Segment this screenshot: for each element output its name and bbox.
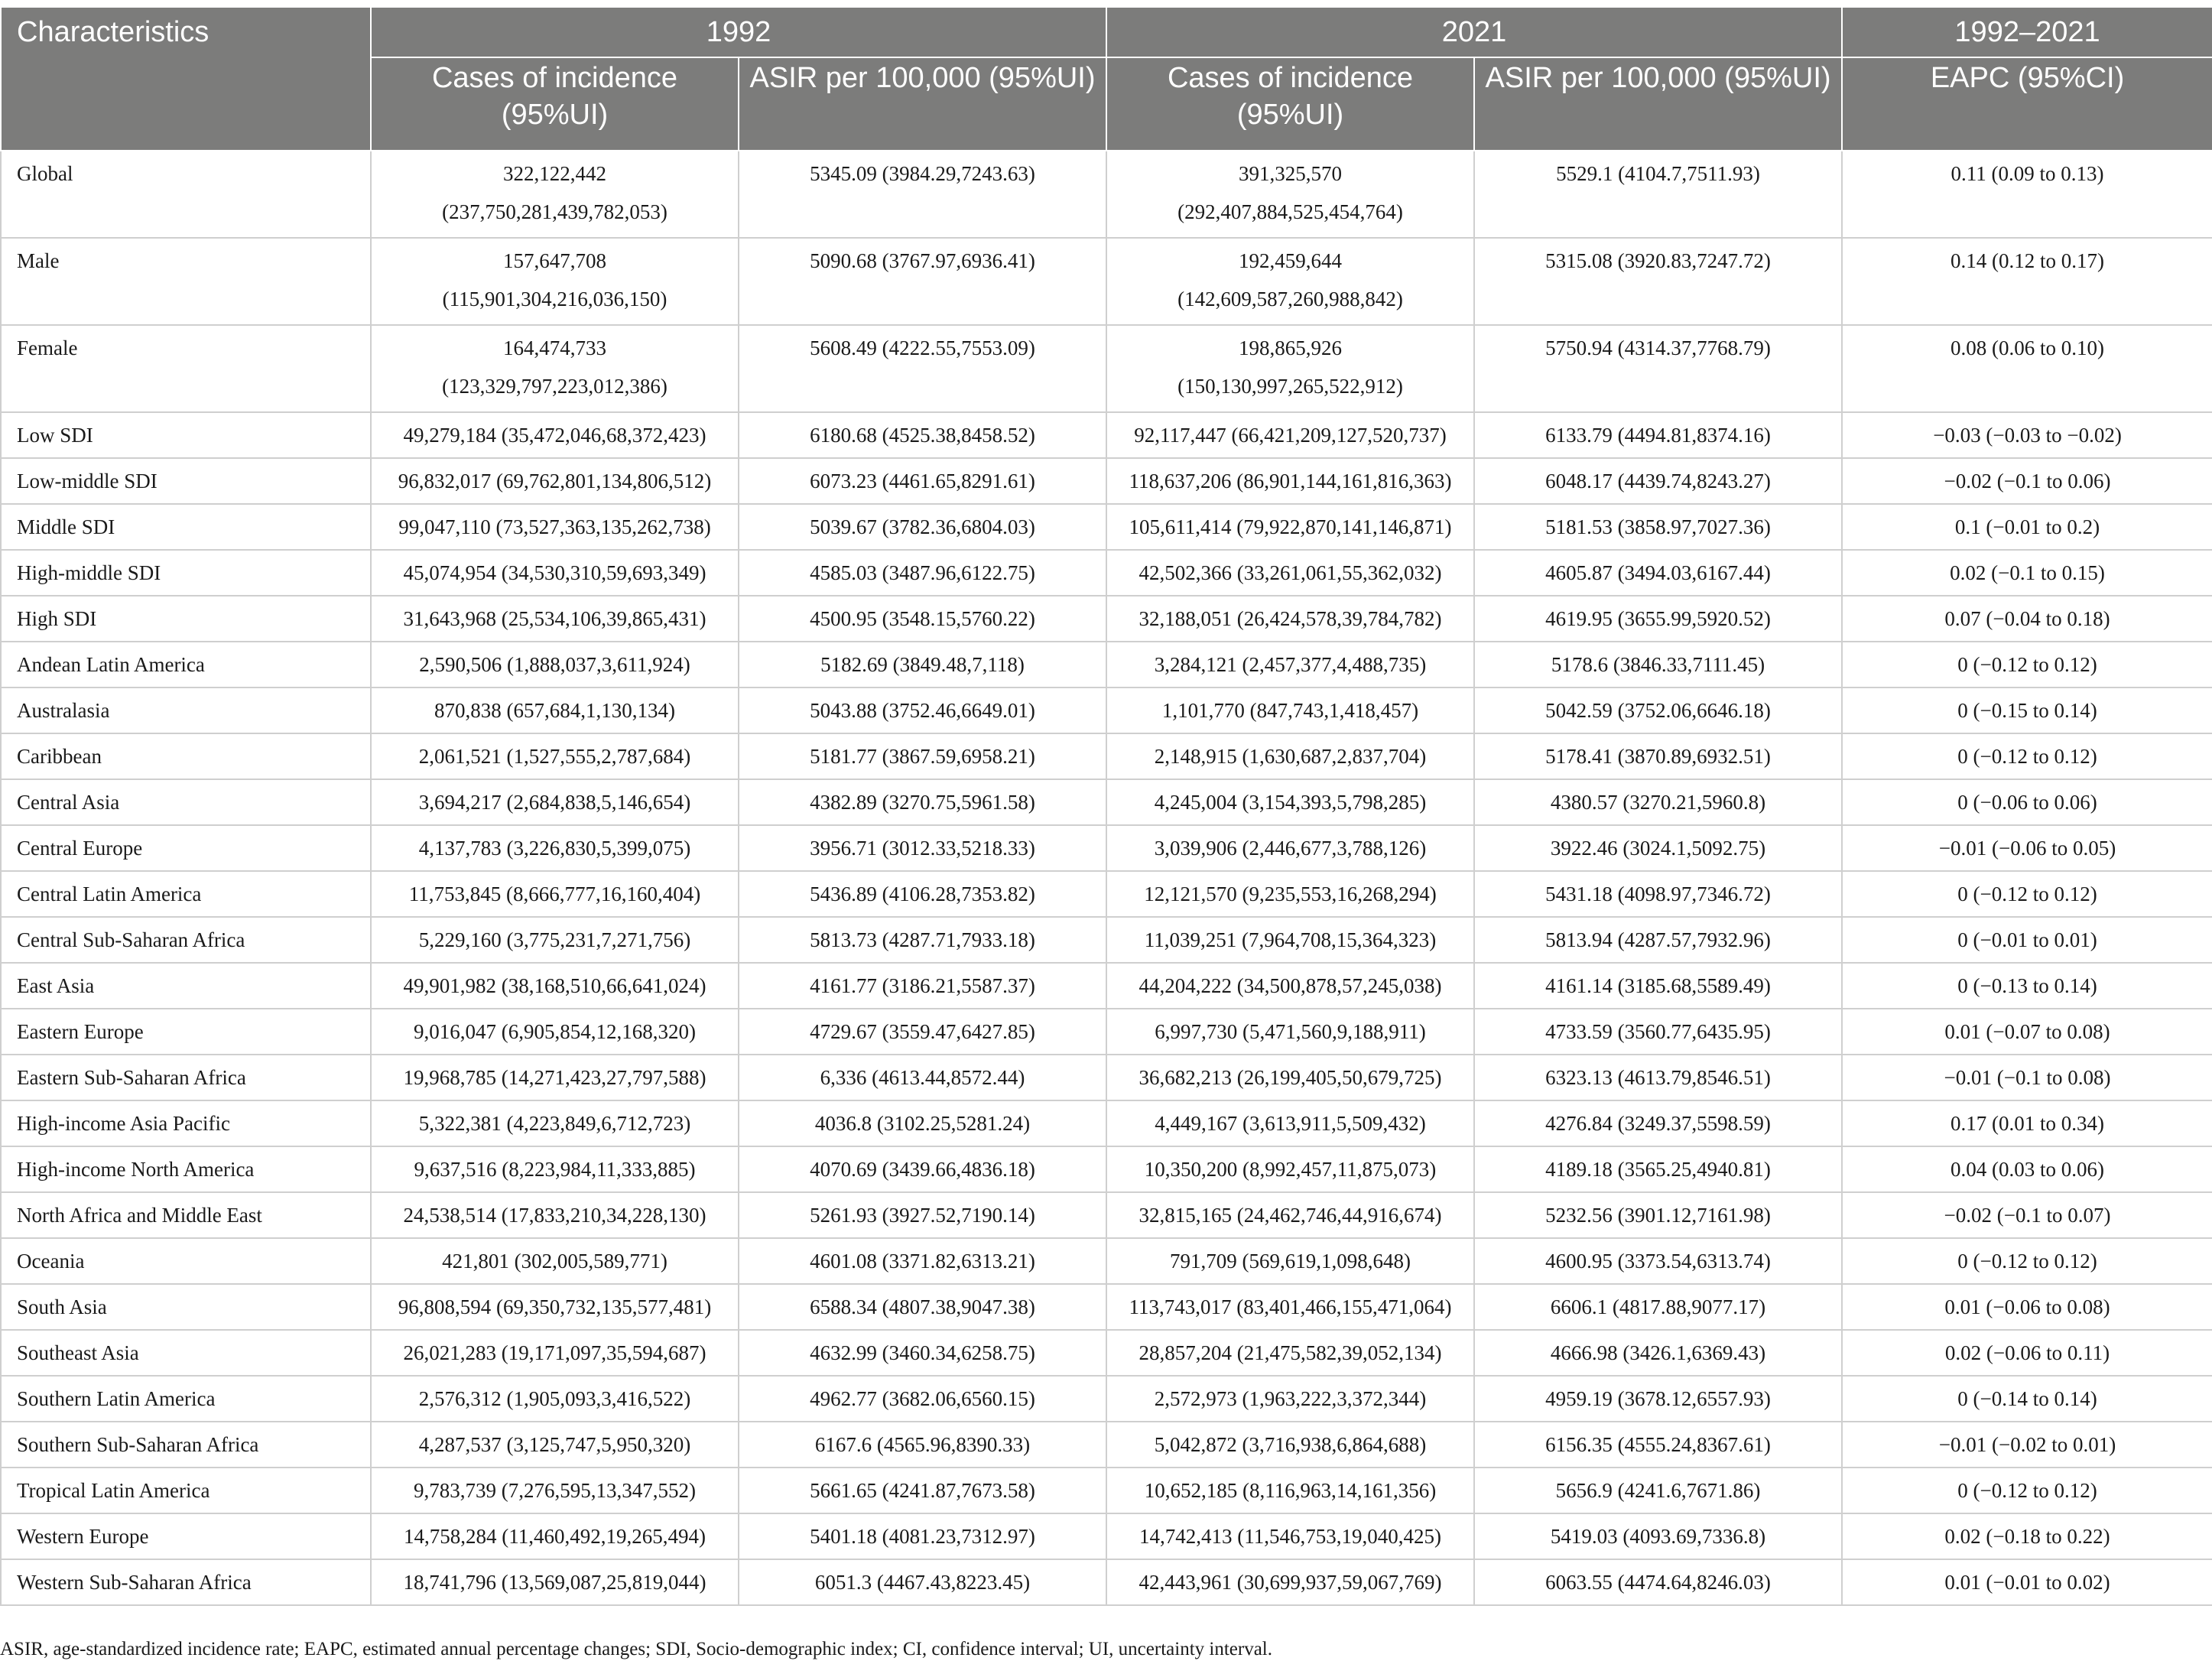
row-label: Tropical Latin America <box>1 1468 371 1513</box>
cases-1992-cell: 14,758,284 (11,460,492,19,265,494) <box>371 1513 739 1559</box>
asir-1992-cell: 5181.77 (3867.59,6958.21) <box>739 733 1106 779</box>
cases-1992-cell: 9,783,739 (7,276,595,13,347,552) <box>371 1468 739 1513</box>
header-asir-1992: ASIR per 100,000 (95%UI) <box>739 57 1106 151</box>
cases-2021-cell: 1,101,770 (847,743,1,418,457) <box>1106 687 1474 733</box>
header-period: 1992–2021 <box>1842 7 2212 57</box>
row-label: High-income Asia Pacific <box>1 1100 371 1146</box>
cases-2021-cell: 36,682,213 (26,199,405,50,679,725) <box>1106 1055 1474 1100</box>
eapc-cell: 0.17 (0.01 to 0.34) <box>1842 1100 2212 1146</box>
cases-1992-cell: 26,021,283 (19,171,097,35,594,687) <box>371 1330 739 1376</box>
eapc-cell: 0.02 (−0.18 to 0.22) <box>1842 1513 2212 1559</box>
eapc-cell: 0 (−0.14 to 0.14) <box>1842 1376 2212 1422</box>
table-row <box>1 1330 2212 1376</box>
cases-1992-cell: 4,287,537 (3,125,747,5,950,320) <box>371 1422 739 1468</box>
row-label: South Asia <box>1 1284 371 1330</box>
header-cases-1992: Cases of incidence (95%UI) <box>371 57 739 151</box>
table-row <box>1 963 2212 1009</box>
asir-1992-cell: 5261.93 (3927.52,7190.14) <box>739 1192 1106 1238</box>
row-label: Southeast Asia <box>1 1330 371 1376</box>
header-characteristics: Characteristics <box>1 7 371 151</box>
asir-2021-cell: 5042.59 (3752.06,6646.18) <box>1474 687 1842 733</box>
cases-2021-cell: 28,857,204 (21,475,582,39,052,134) <box>1106 1330 1474 1376</box>
cases-1992-cell <box>371 238 739 325</box>
cases-1992-cell: 18,741,796 (13,569,087,25,819,044) <box>371 1559 739 1605</box>
eapc-cell: 0.01 (−0.01 to 0.02) <box>1842 1559 2212 1605</box>
row-label: High-middle SDI <box>1 550 371 596</box>
cases-1992-cell: 2,590,506 (1,888,037,3,611,924) <box>371 642 739 687</box>
table-row <box>1 1422 2212 1468</box>
asir-1992-cell: 5182.69 (3849.48,7,118) <box>739 642 1106 687</box>
row-label: High SDI <box>1 596 371 642</box>
asir-1992-cell: 4382.89 (3270.75,5961.58) <box>739 779 1106 825</box>
row-label: Central Sub-Saharan Africa <box>1 917 371 963</box>
table-row <box>1 642 2212 687</box>
row-label: Oceania <box>1 1238 371 1284</box>
row-label: Australasia <box>1 687 371 733</box>
asir-1992-cell: 4070.69 (3439.66,4836.18) <box>739 1146 1106 1192</box>
eapc-cell: −0.02 (−0.1 to 0.06) <box>1842 458 2212 504</box>
cases-2021-cell: 92,117,447 (66,421,209,127,520,737) <box>1106 412 1474 458</box>
eapc-cell: 0.1 (−0.01 to 0.2) <box>1842 504 2212 550</box>
table-row <box>1 151 2212 238</box>
eapc-cell: −0.03 (−0.03 to −0.02) <box>1842 412 2212 458</box>
eapc-cell: 0 (−0.15 to 0.14) <box>1842 687 2212 733</box>
row-label: Andean Latin America <box>1 642 371 687</box>
row-label: Western Europe <box>1 1513 371 1559</box>
asir-2021-cell: 6133.79 (4494.81,8374.16) <box>1474 412 1842 458</box>
table-body <box>1 151 2212 1605</box>
cases-2021-cell: 118,637,206 (86,901,144,161,816,363) <box>1106 458 1474 504</box>
cases-2021-cell-ui: (142,609,587,260,988,842) <box>1177 288 1403 310</box>
asir-2021-cell: 4605.87 (3494.03,6167.44) <box>1474 550 1842 596</box>
table-row <box>1 1468 2212 1513</box>
asir-1992-cell: 5039.67 (3782.36,6804.03) <box>739 504 1106 550</box>
cases-2021-cell: 42,443,961 (30,699,937,59,067,769) <box>1106 1559 1474 1605</box>
cases-2021-cell: 10,350,200 (8,992,457,11,875,073) <box>1106 1146 1474 1192</box>
cases-1992-cell: 870,838 (657,684,1,130,134) <box>371 687 739 733</box>
eapc-cell: −0.01 (−0.02 to 0.01) <box>1842 1422 2212 1468</box>
table-row <box>1 917 2212 963</box>
table-row <box>1 412 2212 458</box>
table-row <box>1 779 2212 825</box>
cases-1992-cell: 5,322,381 (4,223,849,6,712,723) <box>371 1100 739 1146</box>
table-row <box>1 1284 2212 1330</box>
cases-1992-cell: 31,643,968 (25,534,106,39,865,431) <box>371 596 739 642</box>
cases-1992-cell: 5,229,160 (3,775,231,7,271,756) <box>371 917 739 963</box>
cases-2021-cell: 4,245,004 (3,154,393,5,798,285) <box>1106 779 1474 825</box>
asir-2021-cell: 5178.6 (3846.33,7111.45) <box>1474 642 1842 687</box>
cases-2021-cell-ui: (292,407,884,525,454,764) <box>1177 200 1403 223</box>
cases-1992-cell <box>371 151 739 238</box>
asir-2021-cell: 6048.17 (4439.74,8243.27) <box>1474 458 1842 504</box>
asir-1992-cell: 5043.88 (3752.46,6649.01) <box>739 687 1106 733</box>
asir-1992-cell: 6073.23 (4461.65,8291.61) <box>739 458 1106 504</box>
cases-1992-cell: 49,901,982 (38,168,510,66,641,024) <box>371 963 739 1009</box>
cases-2021-cell: 5,042,872 (3,716,938,6,864,688) <box>1106 1422 1474 1468</box>
cases-1992-cell: 24,538,514 (17,833,210,34,228,130) <box>371 1192 739 1238</box>
asir-2021-cell: 5178.41 (3870.89,6932.51) <box>1474 733 1842 779</box>
eapc-cell: 0.07 (−0.04 to 0.18) <box>1842 596 2212 642</box>
table-row <box>1 596 2212 642</box>
cases-2021-cell-value: 391,325,570 <box>1239 162 1343 185</box>
cases-2021-cell: 11,039,251 (7,964,708,15,364,323) <box>1106 917 1474 963</box>
cases-2021-cell: 6,997,730 (5,471,560,9,188,911) <box>1106 1009 1474 1055</box>
eapc-cell: 0 (−0.12 to 0.12) <box>1842 1238 2212 1284</box>
asir-1992-cell: 4601.08 (3371.82,6313.21) <box>739 1238 1106 1284</box>
eapc-cell: 0 (−0.12 to 0.12) <box>1842 733 2212 779</box>
cases-2021-cell: 2,572,973 (1,963,222,3,372,344) <box>1106 1376 1474 1422</box>
asir-2021-cell: 5181.53 (3858.97,7027.36) <box>1474 504 1842 550</box>
row-label: Male <box>1 238 371 325</box>
row-label: Global <box>1 151 371 238</box>
asir-2021-cell: 5656.9 (4241.6,7671.86) <box>1474 1468 1842 1513</box>
eapc-cell: 0 (−0.12 to 0.12) <box>1842 1468 2212 1513</box>
header-cases-2021: Cases of incidence (95%UI) <box>1106 57 1474 151</box>
table-row <box>1 1192 2212 1238</box>
asir-2021-cell: 6323.13 (4613.79,8546.51) <box>1474 1055 1842 1100</box>
asir-2021-cell: 4959.19 (3678.12,6557.93) <box>1474 1376 1842 1422</box>
cases-2021-cell: 113,743,017 (83,401,466,155,471,064) <box>1106 1284 1474 1330</box>
asir-1992-cell: 4036.8 (3102.25,5281.24) <box>739 1100 1106 1146</box>
asir-1992-cell: 4500.95 (3548.15,5760.22) <box>739 596 1106 642</box>
cases-2021-cell: 10,652,185 (8,116,963,14,161,356) <box>1106 1468 1474 1513</box>
asir-2021-cell: 5232.56 (3901.12,7161.98) <box>1474 1192 1842 1238</box>
cases-2021-cell-ui: (150,130,997,265,522,912) <box>1177 375 1403 398</box>
table-row <box>1 1009 2212 1055</box>
asir-1992-cell: 5813.73 (4287.71,7933.18) <box>739 917 1106 963</box>
asir-1992-cell: 5436.89 (4106.28,7353.82) <box>739 871 1106 917</box>
cases-1992-cell: 49,279,184 (35,472,046,68,372,423) <box>371 412 739 458</box>
eapc-cell: 0.02 (−0.1 to 0.15) <box>1842 550 2212 596</box>
eapc-cell: −0.02 (−0.1 to 0.07) <box>1842 1192 2212 1238</box>
asir-2021-cell: 5419.03 (4093.69,7336.8) <box>1474 1513 1842 1559</box>
table-row <box>1 238 2212 325</box>
cases-2021-cell: 4,449,167 (3,613,911,5,509,432) <box>1106 1100 1474 1146</box>
eapc-cell: 0 (−0.06 to 0.06) <box>1842 779 2212 825</box>
table-row <box>1 687 2212 733</box>
eapc-cell: 0 (−0.13 to 0.14) <box>1842 963 2212 1009</box>
cases-2021-cell: 42,502,366 (33,261,061,55,362,032) <box>1106 550 1474 596</box>
table-row <box>1 1513 2212 1559</box>
cases-1992-cell: 11,753,845 (8,666,777,16,160,404) <box>371 871 739 917</box>
table-row <box>1 504 2212 550</box>
cases-1992-cell: 2,061,521 (1,527,555,2,787,684) <box>371 733 739 779</box>
cases-2021-cell <box>1106 238 1474 325</box>
cases-1992-cell: 19,968,785 (14,271,423,27,797,588) <box>371 1055 739 1100</box>
cases-1992-cell-value: 157,647,708 <box>503 249 606 272</box>
eapc-cell: 0 (−0.01 to 0.01) <box>1842 917 2212 963</box>
header-eapc: EAPC (95%CI) <box>1842 57 2212 151</box>
eapc-cell: 0.08 (0.06 to 0.10) <box>1842 325 2212 412</box>
asir-2021-cell: 4189.18 (3565.25,4940.81) <box>1474 1146 1842 1192</box>
asir-1992-cell: 5661.65 (4241.87,7673.58) <box>739 1468 1106 1513</box>
asir-2021-cell: 3922.46 (3024.1,5092.75) <box>1474 825 1842 871</box>
asir-1992-cell: 4585.03 (3487.96,6122.75) <box>739 550 1106 596</box>
header-year-1992: 1992 <box>371 7 1106 57</box>
cases-2021-cell <box>1106 151 1474 238</box>
table-row <box>1 871 2212 917</box>
row-label: North Africa and Middle East <box>1 1192 371 1238</box>
cases-2021-cell: 105,611,414 (79,922,870,141,146,871) <box>1106 504 1474 550</box>
asir-2021-cell: 4161.14 (3185.68,5589.49) <box>1474 963 1842 1009</box>
asir-2021-cell: 5315.08 (3920.83,7247.72) <box>1474 238 1842 325</box>
header-row-years <box>1 7 2212 57</box>
cases-2021-cell: 14,742,413 (11,546,753,19,040,425) <box>1106 1513 1474 1559</box>
eapc-cell: 0.02 (−0.06 to 0.11) <box>1842 1330 2212 1376</box>
asir-1992-cell: 5345.09 (3984.29,7243.63) <box>739 151 1106 238</box>
cases-2021-cell: 32,815,165 (24,462,746,44,916,674) <box>1106 1192 1474 1238</box>
table-row <box>1 733 2212 779</box>
row-label: Central Latin America <box>1 871 371 917</box>
cases-1992-cell: 2,576,312 (1,905,093,3,416,522) <box>371 1376 739 1422</box>
row-label: Middle SDI <box>1 504 371 550</box>
cases-2021-cell-value: 198,865,926 <box>1239 336 1343 359</box>
row-label: Central Europe <box>1 825 371 871</box>
cases-2021-cell: 12,121,570 (9,235,553,16,268,294) <box>1106 871 1474 917</box>
asir-1992-cell: 4729.67 (3559.47,6427.85) <box>739 1009 1106 1055</box>
table-row <box>1 1376 2212 1422</box>
cases-1992-cell: 9,016,047 (6,905,854,12,168,320) <box>371 1009 739 1055</box>
asir-1992-cell: 6588.34 (4807.38,9047.38) <box>739 1284 1106 1330</box>
asir-2021-cell: 4619.95 (3655.99,5920.52) <box>1474 596 1842 642</box>
header-asir-2021: ASIR per 100,000 (95%UI) <box>1474 57 1842 151</box>
cases-1992-cell-value: 164,474,733 <box>503 336 606 359</box>
eapc-cell: 0.11 (0.09 to 0.13) <box>1842 151 2212 238</box>
cases-2021-cell: 3,284,121 (2,457,377,4,488,735) <box>1106 642 1474 687</box>
asir-2021-cell: 4276.84 (3249.37,5598.59) <box>1474 1100 1842 1146</box>
asir-1992-cell: 4161.77 (3186.21,5587.37) <box>739 963 1106 1009</box>
asir-2021-cell: 4600.95 (3373.54,6313.74) <box>1474 1238 1842 1284</box>
asir-1992-cell: 6167.6 (4565.96,8390.33) <box>739 1422 1106 1468</box>
asir-2021-cell: 6156.35 (4555.24,8367.61) <box>1474 1422 1842 1468</box>
cases-1992-cell: 9,637,516 (8,223,984,11,333,885) <box>371 1146 739 1192</box>
asir-2021-cell: 5431.18 (4098.97,7346.72) <box>1474 871 1842 917</box>
asir-2021-cell: 5813.94 (4287.57,7932.96) <box>1474 917 1842 963</box>
eapc-cell: 0.01 (−0.07 to 0.08) <box>1842 1009 2212 1055</box>
row-label: Eastern Europe <box>1 1009 371 1055</box>
cases-1992-cell-value: 322,122,442 <box>503 162 606 185</box>
row-label: Southern Sub-Saharan Africa <box>1 1422 371 1468</box>
asir-2021-cell: 4733.59 (3560.77,6435.95) <box>1474 1009 1842 1055</box>
asir-1992-cell: 4962.77 (3682.06,6560.15) <box>739 1376 1106 1422</box>
row-label: Low-middle SDI <box>1 458 371 504</box>
row-label: Central Asia <box>1 779 371 825</box>
table-footnote: ASIR, age-standardized incidence rate; EAPC, estimated annual percentage changes; SDI, Socio-demographic index; CI, confidence interval; UI, uncertainty interval. <box>0 1639 1272 1659</box>
row-label: East Asia <box>1 963 371 1009</box>
asir-1992-cell: 5090.68 (3767.97,6936.41) <box>739 238 1106 325</box>
row-label: High-income North America <box>1 1146 371 1192</box>
cases-1992-cell: 99,047,110 (73,527,363,135,262,738) <box>371 504 739 550</box>
table-row <box>1 1238 2212 1284</box>
asir-2021-cell: 6606.1 (4817.88,9077.17) <box>1474 1284 1842 1330</box>
eapc-cell: −0.01 (−0.06 to 0.05) <box>1842 825 2212 871</box>
row-label: Low SDI <box>1 412 371 458</box>
eapc-cell: 0.04 (0.03 to 0.06) <box>1842 1146 2212 1192</box>
cases-2021-cell: 2,148,915 (1,630,687,2,837,704) <box>1106 733 1474 779</box>
cases-2021-cell <box>1106 325 1474 412</box>
asir-2021-cell: 4666.98 (3426.1,6369.43) <box>1474 1330 1842 1376</box>
cases-1992-cell: 45,074,954 (34,530,310,59,693,349) <box>371 550 739 596</box>
asir-1992-cell: 6,336 (4613.44,8572.44) <box>739 1055 1106 1100</box>
cases-2021-cell: 791,709 (569,619,1,098,648) <box>1106 1238 1474 1284</box>
table-row <box>1 825 2212 871</box>
cases-1992-cell <box>371 325 739 412</box>
table-row <box>1 1559 2212 1605</box>
table-row <box>1 1055 2212 1100</box>
asir-2021-cell: 6063.55 (4474.64,8246.03) <box>1474 1559 1842 1605</box>
asir-1992-cell: 6051.3 (4467.43,8223.45) <box>739 1559 1106 1605</box>
row-label: Female <box>1 325 371 412</box>
asir-1992-cell: 3956.71 (3012.33,5218.33) <box>739 825 1106 871</box>
eapc-cell: −0.01 (−0.1 to 0.08) <box>1842 1055 2212 1100</box>
eapc-cell: 0.14 (0.12 to 0.17) <box>1842 238 2212 325</box>
cases-2021-cell-value: 192,459,644 <box>1239 249 1343 272</box>
asir-2021-cell: 5750.94 (4314.37,7768.79) <box>1474 325 1842 412</box>
row-label: Eastern Sub-Saharan Africa <box>1 1055 371 1100</box>
row-label: Caribbean <box>1 733 371 779</box>
cases-1992-cell-ui: (123,329,797,223,012,386) <box>442 375 667 398</box>
asir-1992-cell: 5608.49 (4222.55,7553.09) <box>739 325 1106 412</box>
cases-2021-cell: 32,188,051 (26,424,578,39,784,782) <box>1106 596 1474 642</box>
table-row <box>1 550 2212 596</box>
cases-1992-cell-ui: (115,901,304,216,036,150) <box>442 288 667 310</box>
cases-1992-cell: 4,137,783 (3,226,830,5,399,075) <box>371 825 739 871</box>
cases-1992-cell-ui: (237,750,281,439,782,053) <box>442 200 667 223</box>
cases-1992-cell: 96,808,594 (69,350,732,135,577,481) <box>371 1284 739 1330</box>
cases-2021-cell: 44,204,222 (34,500,878,57,245,038) <box>1106 963 1474 1009</box>
row-label: Western Sub-Saharan Africa <box>1 1559 371 1605</box>
cases-1992-cell: 3,694,217 (2,684,838,5,146,654) <box>371 779 739 825</box>
header-year-2021: 2021 <box>1106 7 1842 57</box>
cases-1992-cell: 421,801 (302,005,589,771) <box>371 1238 739 1284</box>
cases-1992-cell: 96,832,017 (69,762,801,134,806,512) <box>371 458 739 504</box>
table-row <box>1 1146 2212 1192</box>
eapc-cell: 0.01 (−0.06 to 0.08) <box>1842 1284 2212 1330</box>
asir-1992-cell: 6180.68 (4525.38,8458.52) <box>739 412 1106 458</box>
row-label: Southern Latin America <box>1 1376 371 1422</box>
table-row <box>1 458 2212 504</box>
asir-1992-cell: 4632.99 (3460.34,6258.75) <box>739 1330 1106 1376</box>
table-row <box>1 1100 2212 1146</box>
asir-1992-cell: 5401.18 (4081.23,7312.97) <box>739 1513 1106 1559</box>
eapc-cell: 0 (−0.12 to 0.12) <box>1842 871 2212 917</box>
eapc-cell: 0 (−0.12 to 0.12) <box>1842 642 2212 687</box>
asir-2021-cell: 5529.1 (4104.7,7511.93) <box>1474 151 1842 238</box>
cases-2021-cell: 3,039,906 (2,446,677,3,788,126) <box>1106 825 1474 871</box>
table-row <box>1 325 2212 412</box>
incidence-table <box>0 6 2212 1606</box>
asir-2021-cell: 4380.57 (3270.21,5960.8) <box>1474 779 1842 825</box>
